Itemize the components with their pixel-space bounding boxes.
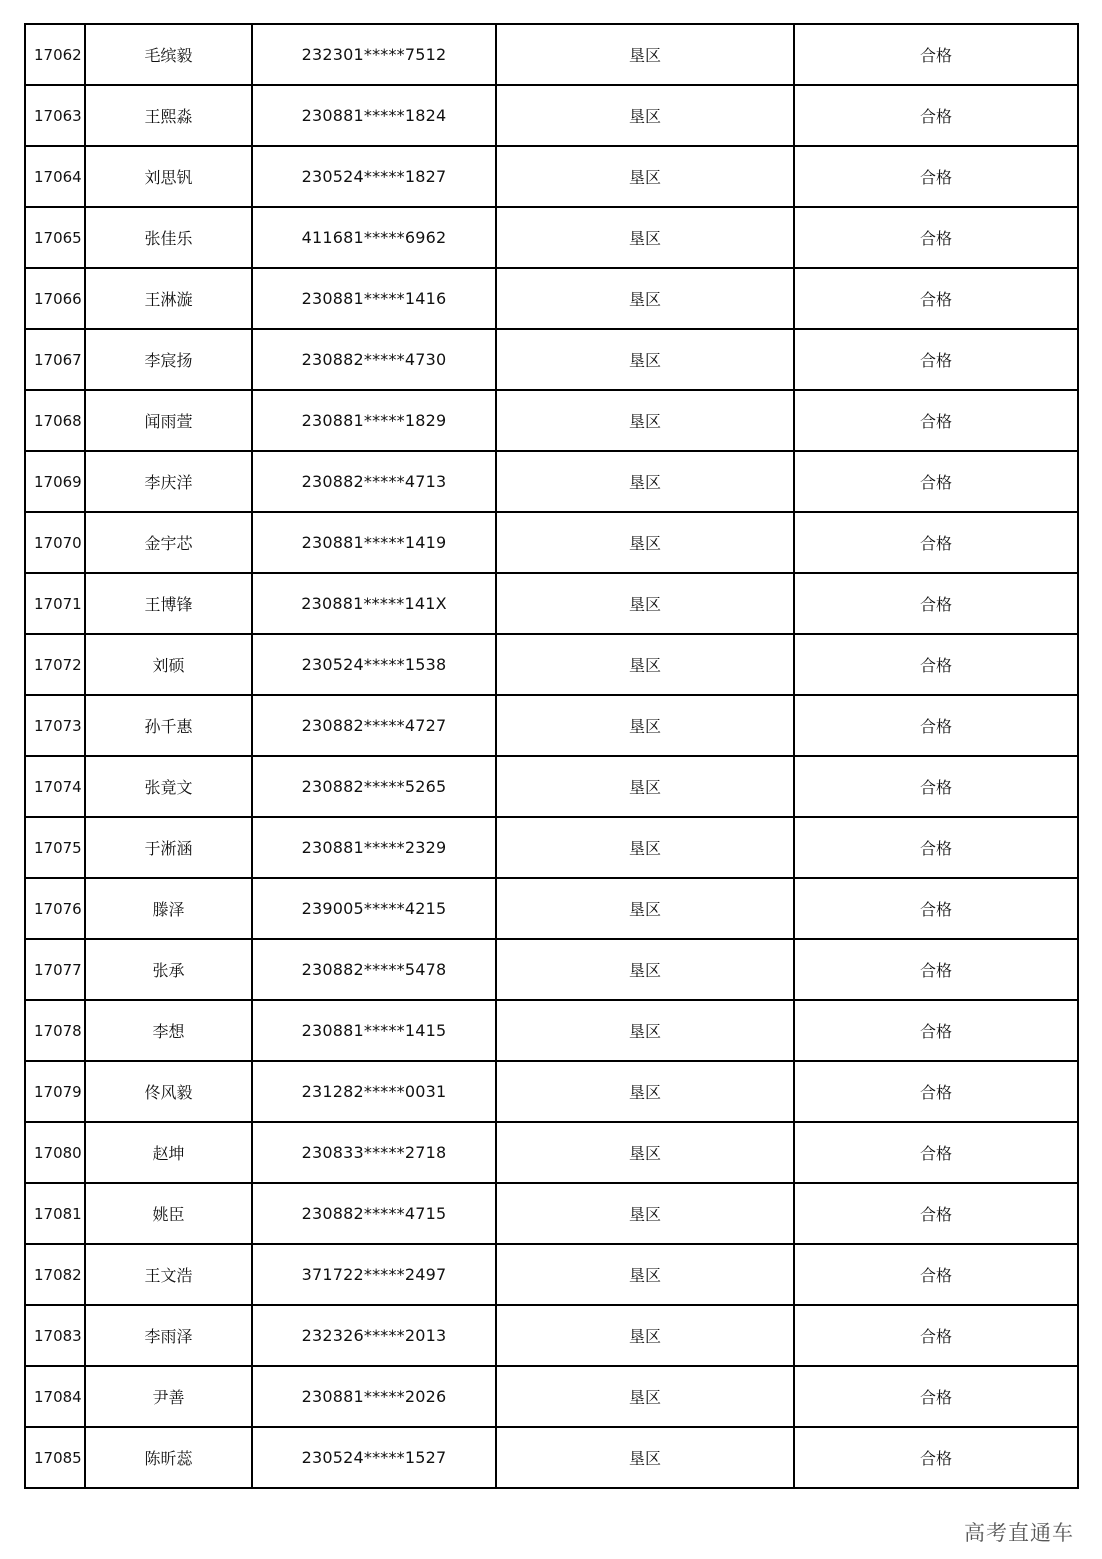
row-id-cell: 17070 bbox=[25, 512, 85, 573]
result-cell: 合格 bbox=[794, 573, 1078, 634]
table-row bbox=[25, 939, 1078, 1000]
result-cell: 合格 bbox=[794, 268, 1078, 329]
result-cell: 合格 bbox=[794, 817, 1078, 878]
id-card-cell: 231282*****0031 bbox=[252, 1061, 496, 1122]
region-cell: 垦区 bbox=[496, 146, 794, 207]
name-cell: 孙千惠 bbox=[85, 695, 252, 756]
name-cell: 刘思钒 bbox=[85, 146, 252, 207]
id-card-cell: 371722*****2497 bbox=[252, 1244, 496, 1305]
row-id-cell: 17068 bbox=[25, 390, 85, 451]
table-row bbox=[25, 634, 1078, 695]
id-card-cell: 230881*****2026 bbox=[252, 1366, 496, 1427]
name-cell: 张竟文 bbox=[85, 756, 252, 817]
region-cell: 垦区 bbox=[496, 634, 794, 695]
id-card-cell: 230882*****4730 bbox=[252, 329, 496, 390]
region-cell: 垦区 bbox=[496, 1000, 794, 1061]
table-row bbox=[25, 451, 1078, 512]
table-row bbox=[25, 1366, 1078, 1427]
row-id-cell: 17079 bbox=[25, 1061, 85, 1122]
row-id-cell: 17080 bbox=[25, 1122, 85, 1183]
table-row bbox=[25, 207, 1078, 268]
region-cell: 垦区 bbox=[496, 24, 794, 85]
row-id-cell: 17084 bbox=[25, 1366, 85, 1427]
row-id-cell: 17085 bbox=[25, 1427, 85, 1488]
name-cell: 陈昕蕊 bbox=[85, 1427, 252, 1488]
region-cell: 垦区 bbox=[496, 878, 794, 939]
result-cell: 合格 bbox=[794, 1366, 1078, 1427]
result-cell: 合格 bbox=[794, 1122, 1078, 1183]
id-card-cell: 232301*****7512 bbox=[252, 24, 496, 85]
name-cell: 王文浩 bbox=[85, 1244, 252, 1305]
results-table bbox=[24, 23, 1079, 1489]
region-cell: 垦区 bbox=[496, 207, 794, 268]
region-cell: 垦区 bbox=[496, 390, 794, 451]
result-cell: 合格 bbox=[794, 1305, 1078, 1366]
result-cell: 合格 bbox=[794, 329, 1078, 390]
result-cell: 合格 bbox=[794, 756, 1078, 817]
region-cell: 垦区 bbox=[496, 85, 794, 146]
name-cell: 刘硕 bbox=[85, 634, 252, 695]
name-cell: 王博锋 bbox=[85, 573, 252, 634]
name-cell: 金宇芯 bbox=[85, 512, 252, 573]
result-cell: 合格 bbox=[794, 1427, 1078, 1488]
region-cell: 垦区 bbox=[496, 512, 794, 573]
row-id-cell: 17081 bbox=[25, 1183, 85, 1244]
result-cell: 合格 bbox=[794, 695, 1078, 756]
row-id-cell: 17074 bbox=[25, 756, 85, 817]
result-cell: 合格 bbox=[794, 207, 1078, 268]
table-row bbox=[25, 878, 1078, 939]
table-row bbox=[25, 146, 1078, 207]
id-card-cell: 230881*****1829 bbox=[252, 390, 496, 451]
id-card-cell: 239005*****4215 bbox=[252, 878, 496, 939]
id-card-cell: 230524*****1538 bbox=[252, 634, 496, 695]
table-row bbox=[25, 695, 1078, 756]
table-row bbox=[25, 329, 1078, 390]
id-card-cell: 230524*****1827 bbox=[252, 146, 496, 207]
table-row bbox=[25, 1122, 1078, 1183]
table-row bbox=[25, 573, 1078, 634]
id-card-cell: 232326*****2013 bbox=[252, 1305, 496, 1366]
row-id-cell: 17071 bbox=[25, 573, 85, 634]
name-cell: 尹善 bbox=[85, 1366, 252, 1427]
result-cell: 合格 bbox=[794, 1244, 1078, 1305]
id-card-cell: 230881*****2329 bbox=[252, 817, 496, 878]
table-row bbox=[25, 268, 1078, 329]
name-cell: 王熙淼 bbox=[85, 85, 252, 146]
id-card-cell: 230881*****141X bbox=[252, 573, 496, 634]
result-cell: 合格 bbox=[794, 390, 1078, 451]
row-id-cell: 17083 bbox=[25, 1305, 85, 1366]
id-card-cell: 230524*****1527 bbox=[252, 1427, 496, 1488]
row-id-cell: 17077 bbox=[25, 939, 85, 1000]
region-cell: 垦区 bbox=[496, 1366, 794, 1427]
region-cell: 垦区 bbox=[496, 1305, 794, 1366]
row-id-cell: 17076 bbox=[25, 878, 85, 939]
name-cell: 张佳乐 bbox=[85, 207, 252, 268]
result-cell: 合格 bbox=[794, 85, 1078, 146]
name-cell: 张承 bbox=[85, 939, 252, 1000]
table-row bbox=[25, 1305, 1078, 1366]
result-cell: 合格 bbox=[794, 634, 1078, 695]
id-card-cell: 230881*****1824 bbox=[252, 85, 496, 146]
region-cell: 垦区 bbox=[496, 1427, 794, 1488]
name-cell: 李想 bbox=[85, 1000, 252, 1061]
row-id-cell: 17075 bbox=[25, 817, 85, 878]
table-row bbox=[25, 756, 1078, 817]
result-cell: 合格 bbox=[794, 939, 1078, 1000]
name-cell: 李庆洋 bbox=[85, 451, 252, 512]
row-id-cell: 17064 bbox=[25, 146, 85, 207]
row-id-cell: 17066 bbox=[25, 268, 85, 329]
result-cell: 合格 bbox=[794, 878, 1078, 939]
region-cell: 垦区 bbox=[496, 451, 794, 512]
results-table-body bbox=[25, 24, 1078, 1488]
id-card-cell: 230882*****4713 bbox=[252, 451, 496, 512]
row-id-cell: 17082 bbox=[25, 1244, 85, 1305]
id-card-cell: 230882*****4727 bbox=[252, 695, 496, 756]
row-id-cell: 17072 bbox=[25, 634, 85, 695]
row-id-cell: 17073 bbox=[25, 695, 85, 756]
result-cell: 合格 bbox=[794, 24, 1078, 85]
name-cell: 佟风毅 bbox=[85, 1061, 252, 1122]
region-cell: 垦区 bbox=[496, 573, 794, 634]
table-row bbox=[25, 390, 1078, 451]
row-id-cell: 17067 bbox=[25, 329, 85, 390]
region-cell: 垦区 bbox=[496, 756, 794, 817]
result-cell: 合格 bbox=[794, 146, 1078, 207]
name-cell: 王淋漩 bbox=[85, 268, 252, 329]
name-cell: 滕泽 bbox=[85, 878, 252, 939]
name-cell: 毛缤毅 bbox=[85, 24, 252, 85]
region-cell: 垦区 bbox=[496, 695, 794, 756]
id-card-cell: 230882*****5478 bbox=[252, 939, 496, 1000]
table-row bbox=[25, 512, 1078, 573]
row-id-cell: 17069 bbox=[25, 451, 85, 512]
result-cell: 合格 bbox=[794, 451, 1078, 512]
region-cell: 垦区 bbox=[496, 1122, 794, 1183]
table-row bbox=[25, 1427, 1078, 1488]
id-card-cell: 411681*****6962 bbox=[252, 207, 496, 268]
region-cell: 垦区 bbox=[496, 817, 794, 878]
region-cell: 垦区 bbox=[496, 329, 794, 390]
row-id-cell: 17063 bbox=[25, 85, 85, 146]
table-row bbox=[25, 817, 1078, 878]
id-card-cell: 230881*****1415 bbox=[252, 1000, 496, 1061]
row-id-cell: 17062 bbox=[25, 24, 85, 85]
region-cell: 垦区 bbox=[496, 1183, 794, 1244]
region-cell: 垦区 bbox=[496, 939, 794, 1000]
table-row bbox=[25, 1244, 1078, 1305]
row-id-cell: 17078 bbox=[25, 1000, 85, 1061]
region-cell: 垦区 bbox=[496, 1244, 794, 1305]
table-row bbox=[25, 1183, 1078, 1244]
watermark-text: 高考直通车 bbox=[964, 1521, 1074, 1545]
id-card-cell: 230882*****4715 bbox=[252, 1183, 496, 1244]
table-row bbox=[25, 24, 1078, 85]
region-cell: 垦区 bbox=[496, 1061, 794, 1122]
region-cell: 垦区 bbox=[496, 268, 794, 329]
id-card-cell: 230833*****2718 bbox=[252, 1122, 496, 1183]
table-row bbox=[25, 85, 1078, 146]
row-id-cell: 17065 bbox=[25, 207, 85, 268]
name-cell: 赵坤 bbox=[85, 1122, 252, 1183]
result-cell: 合格 bbox=[794, 1000, 1078, 1061]
result-cell: 合格 bbox=[794, 1183, 1078, 1244]
id-card-cell: 230881*****1416 bbox=[252, 268, 496, 329]
name-cell: 姚臣 bbox=[85, 1183, 252, 1244]
name-cell: 闻雨萱 bbox=[85, 390, 252, 451]
id-card-cell: 230881*****1419 bbox=[252, 512, 496, 573]
table-row bbox=[25, 1000, 1078, 1061]
name-cell: 李宸扬 bbox=[85, 329, 252, 390]
name-cell: 于淅涵 bbox=[85, 817, 252, 878]
name-cell: 李雨泽 bbox=[85, 1305, 252, 1366]
result-cell: 合格 bbox=[794, 512, 1078, 573]
result-cell: 合格 bbox=[794, 1061, 1078, 1122]
id-card-cell: 230882*****5265 bbox=[252, 756, 496, 817]
table-row bbox=[25, 1061, 1078, 1122]
